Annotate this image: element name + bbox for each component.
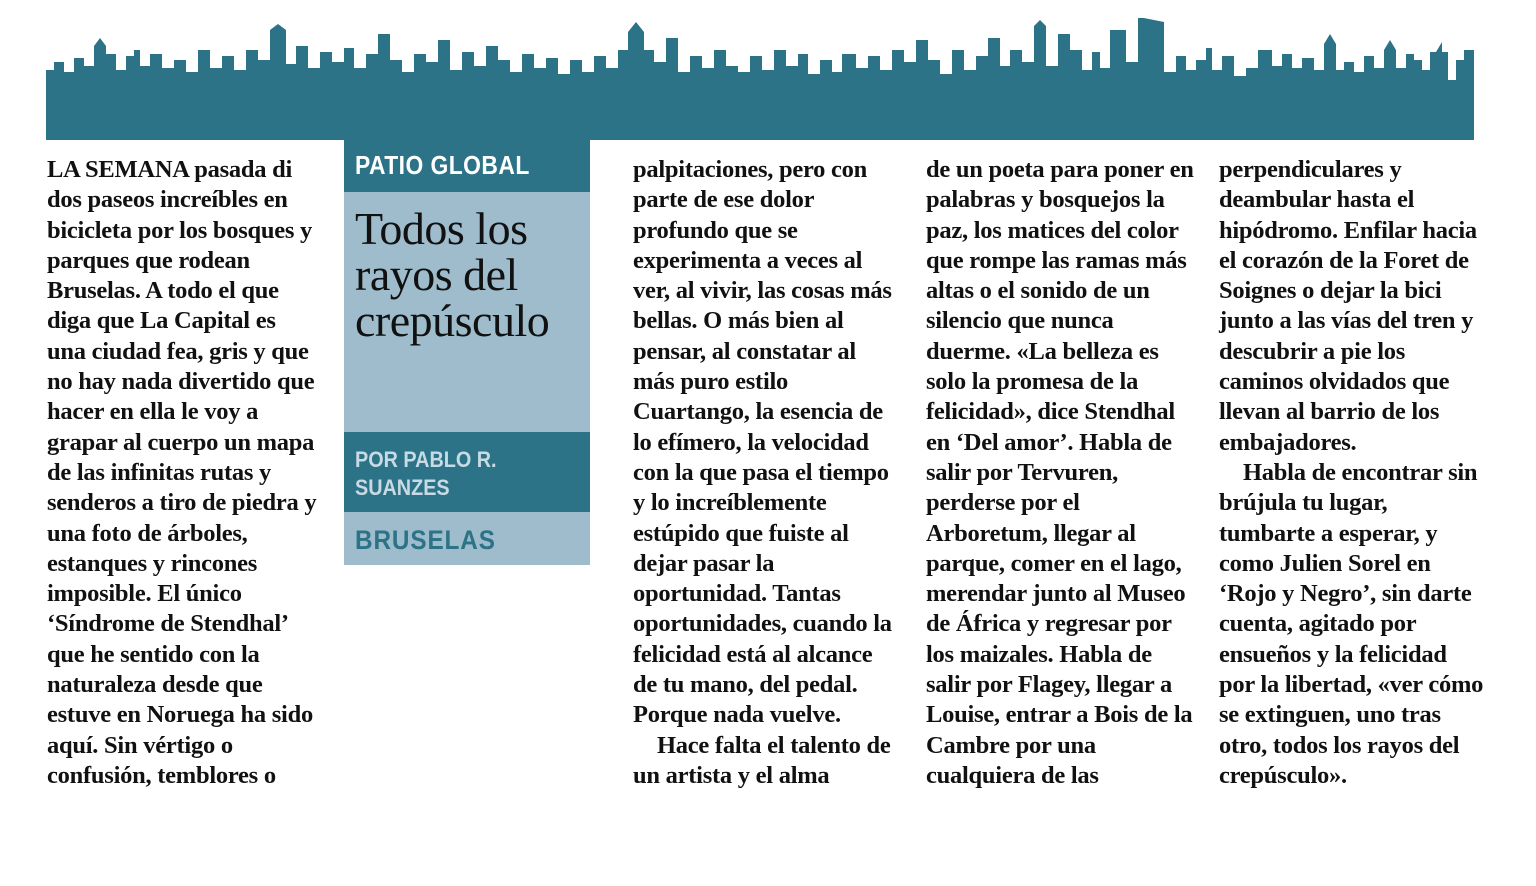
article-title: Todos los rayos del crepúsculo xyxy=(355,203,550,346)
article-text-col4: de un poeta para poner en palabras y bosquejos la paz, los matices del color que rompe las ramas más altas o el sonido de un silencio que nunca duerme. «La belleza es solo la promesa de la felicidad», dice Stendhal en ‘Del amor’. Habla de salir por Tervuren, perderse por el Arboretum, llegar al parque, comer en el lago, merendar junto al Museo de África y regresar por los maizales. Habla de salir por Flagey, llegar a Louise, entrar a Bois de la Cambre por una cualquiera de las xyxy=(926,156,1194,789)
author-byline: POR PABLO R. SUANZES xyxy=(355,447,497,500)
article-lead: LA SEMANA xyxy=(47,156,189,183)
article-column-1 xyxy=(47,155,317,791)
city-skyline-icon xyxy=(46,10,1474,140)
article-column-4 xyxy=(926,155,1196,791)
section-label: PATIO GLOBAL xyxy=(355,150,530,180)
article-text-col3-p1: palpitaciones, pero con parte de ese dolor profundo que se experimenta a veces al ver, al vivir, las cosas más bellas. O más bien al pensar, al constatar al más puro estilo Cuartango, la esencia de lo efímero, la velocidad con la que pasa el tiempo y lo increíblemente estúpido que fuiste al dejar pasar la oportunidad. Tantas oportunidades, cuando la felicidad está al alcance de tu mano, del pedal. Porque nada vuelve. xyxy=(633,156,892,729)
article-column-5 xyxy=(1219,155,1485,791)
section-banner xyxy=(344,140,590,192)
article-text-col5-p2: Habla de encontrar sin brújula tu lugar, tumbarte a esperar, y como Julien Sorel en ‘Rojo y Negro’, sin darte cuenta, agitado por ensueños y la felicidad por la libertad, «ver cómo se extinguen, uno tras otro, todos los rayos del crepúsculo». xyxy=(1219,458,1484,789)
article-text-col1: pasada di dos paseos increíbles en bicicleta por los bosques y parques que rodean Bruselas. A todo el que diga que La Capital es una ciudad fea, gris y que no hay nada divertido que hacer en ella le voy a grapar al cuerpo un mapa de las infinitas rutas y senderos a tiro de piedra y una foto de árboles, estanques y rincones imposible. El único ‘Síndrome de Stendhal’ que he sentido con la naturaleza desde que estuve en Noruega ha sido aquí. Sin vértigo o confusión, temblores o xyxy=(47,156,317,789)
article-text-col3-p2: Hace falta el talento de un artista y el alma xyxy=(633,731,891,789)
header-box xyxy=(344,140,590,565)
article-column-3 xyxy=(633,155,899,791)
city-skyline-banner xyxy=(46,10,1474,140)
dateline-place: BRUSELAS xyxy=(355,525,496,555)
article-text-col5-p1: perpendiculares y deambular hasta el hipódromo. Enfilar hacia el corazón de la Foret de Soignes o dejar la bici junto a las vías del tren y descubrir a pie los caminos olvidados que llevan al barrio de los embajadores. xyxy=(1219,156,1477,456)
author-banner xyxy=(344,432,590,512)
